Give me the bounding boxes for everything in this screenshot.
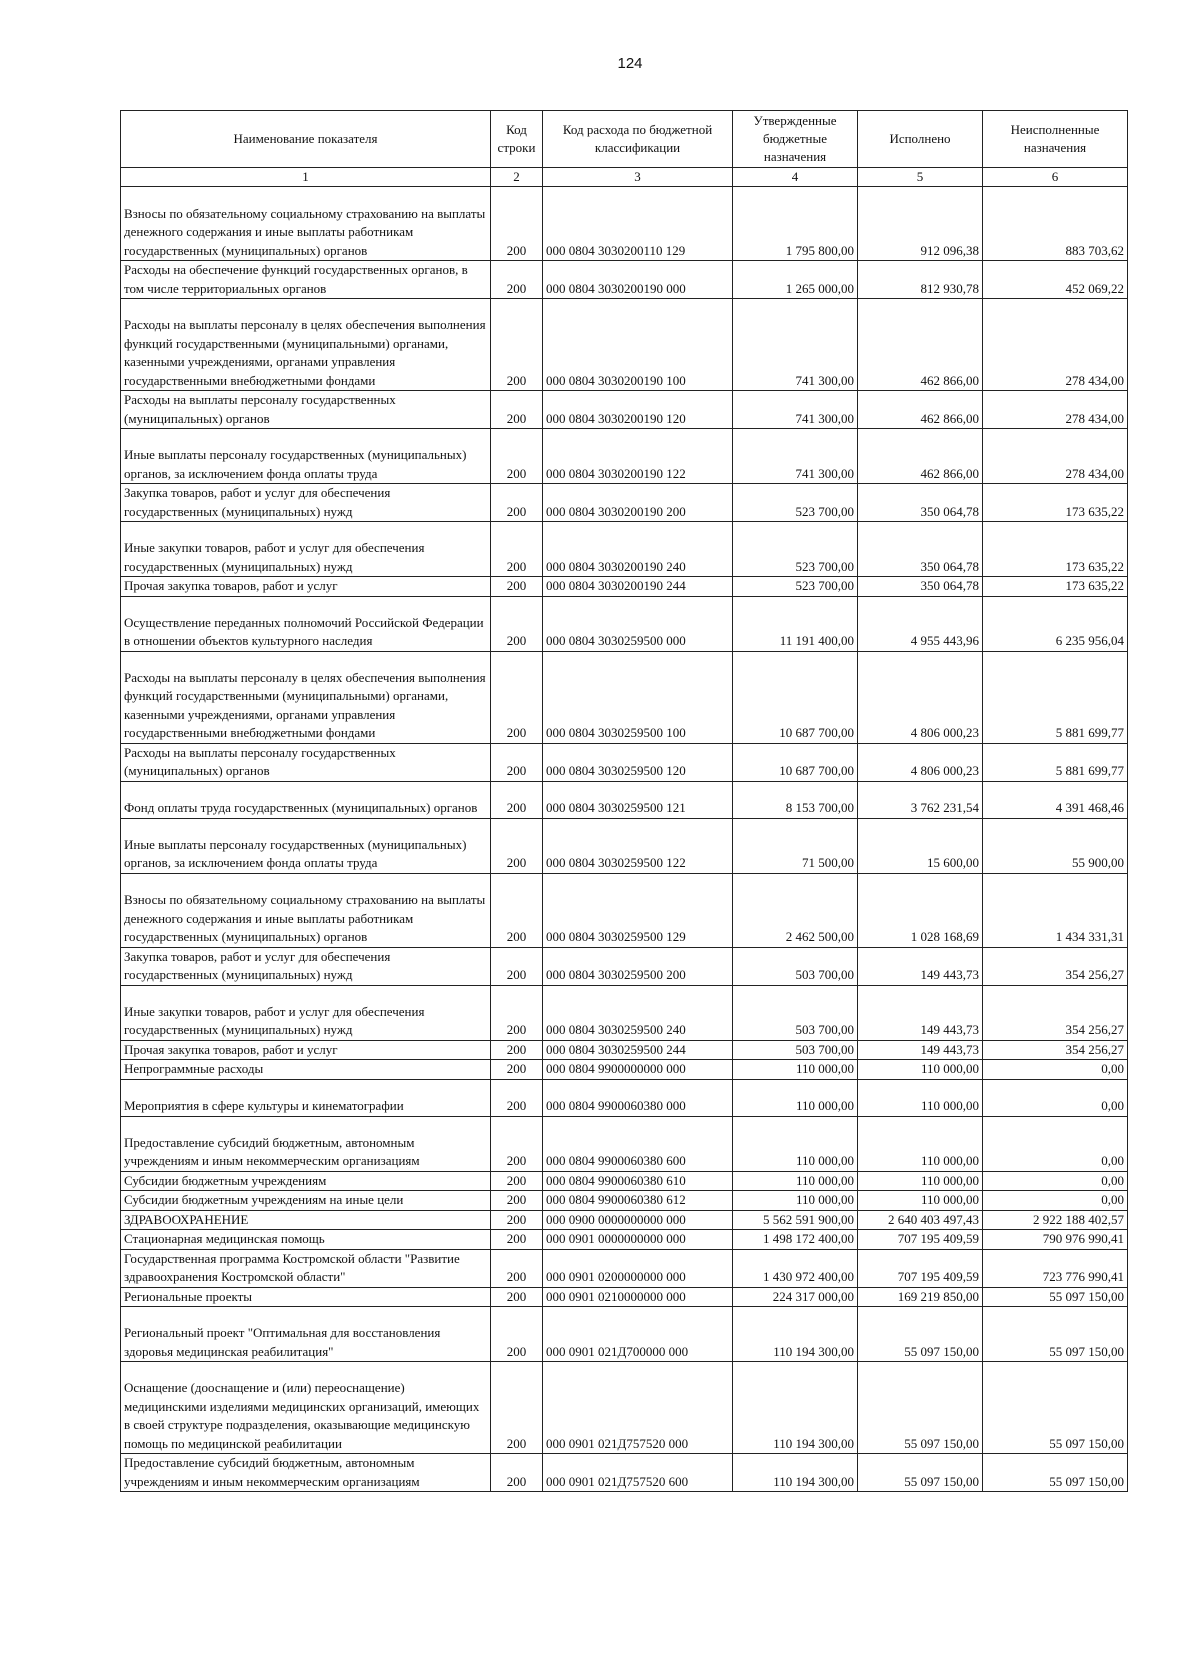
table-row xyxy=(121,1362,1128,1454)
column-number: 3 xyxy=(543,168,733,187)
row-class-code-cell: 000 0901 021Д757520 000 xyxy=(543,1362,733,1454)
row-class-code-cell: 000 0804 3030259500 122 xyxy=(543,818,733,873)
row-executed-cell: 3 762 231,54 xyxy=(858,781,983,818)
row-approved-cell: 1 795 800,00 xyxy=(733,187,858,261)
row-code-cell: 200 xyxy=(491,818,543,873)
row-executed-cell: 110 000,00 xyxy=(858,1116,983,1171)
row-executed-cell: 149 443,73 xyxy=(858,947,983,985)
row-executed-cell: 4 806 000,23 xyxy=(858,651,983,743)
row-unexecuted-cell: 354 256,27 xyxy=(983,947,1128,985)
row-class-code-cell: 000 0804 3030200190 120 xyxy=(543,391,733,429)
table-row xyxy=(121,1116,1128,1171)
row-unexecuted-cell: 278 434,00 xyxy=(983,429,1128,484)
row-name-cell: Субсидии бюджетным учреждениям на иные цели xyxy=(121,1191,491,1211)
table-row xyxy=(121,651,1128,743)
row-approved-cell: 8 153 700,00 xyxy=(733,781,858,818)
row-approved-cell: 110 194 300,00 xyxy=(733,1454,858,1492)
row-unexecuted-cell: 55 097 150,00 xyxy=(983,1307,1128,1362)
row-class-code-cell: 000 0804 3030200190 240 xyxy=(543,522,733,577)
header-class-code: Код расхода по бюджетной классификации xyxy=(543,111,733,168)
row-code-cell: 200 xyxy=(491,1287,543,1307)
row-unexecuted-cell: 173 635,22 xyxy=(983,484,1128,522)
row-code-cell: 200 xyxy=(491,985,543,1040)
row-code-cell: 200 xyxy=(491,1116,543,1171)
row-code-cell: 200 xyxy=(491,1079,543,1116)
row-code-cell: 200 xyxy=(491,1191,543,1211)
table-row xyxy=(121,522,1128,577)
row-approved-cell: 110 000,00 xyxy=(733,1191,858,1211)
row-executed-cell: 462 866,00 xyxy=(858,299,983,391)
row-approved-cell: 110 194 300,00 xyxy=(733,1307,858,1362)
row-code-cell: 200 xyxy=(491,429,543,484)
row-name-cell: Взносы по обязательному социальному страхованию на выплаты денежного содержания и иные выплаты работникам государственных (муниципальных) органов xyxy=(121,187,491,261)
row-unexecuted-cell: 2 922 188 402,57 xyxy=(983,1210,1128,1230)
row-code-cell: 200 xyxy=(491,522,543,577)
row-code-cell: 200 xyxy=(491,391,543,429)
row-unexecuted-cell: 0,00 xyxy=(983,1079,1128,1116)
row-code-cell: 200 xyxy=(491,1307,543,1362)
row-code-cell: 200 xyxy=(491,261,543,299)
table-row xyxy=(121,596,1128,651)
table-row xyxy=(121,484,1128,522)
row-code-cell: 200 xyxy=(491,1171,543,1191)
row-executed-cell: 4 806 000,23 xyxy=(858,743,983,781)
row-name-cell: Мероприятия в сфере культуры и кинематографии xyxy=(121,1079,491,1116)
row-executed-cell: 707 195 409,59 xyxy=(858,1230,983,1250)
row-class-code-cell: 000 0804 9900060380 600 xyxy=(543,1116,733,1171)
row-approved-cell: 1 265 000,00 xyxy=(733,261,858,299)
row-name-cell: Фонд оплаты труда государственных (муниципальных) органов xyxy=(121,781,491,818)
row-approved-cell: 10 687 700,00 xyxy=(733,651,858,743)
table-row xyxy=(121,1230,1128,1250)
row-executed-cell: 350 064,78 xyxy=(858,577,983,597)
row-class-code-cell: 000 0804 3030200190 000 xyxy=(543,261,733,299)
header-name: Наименование показателя xyxy=(121,111,491,168)
row-class-code-cell: 000 0804 3030259500 200 xyxy=(543,947,733,985)
row-unexecuted-cell: 55 097 150,00 xyxy=(983,1454,1128,1492)
row-class-code-cell: 000 0804 3030259500 000 xyxy=(543,596,733,651)
row-class-code-cell: 000 0804 3030259500 244 xyxy=(543,1040,733,1060)
row-unexecuted-cell: 55 900,00 xyxy=(983,818,1128,873)
table-row xyxy=(121,743,1128,781)
row-unexecuted-cell: 173 635,22 xyxy=(983,522,1128,577)
row-name-cell: Расходы на обеспечение функций государственных органов, в том числе территориальных органов xyxy=(121,261,491,299)
row-unexecuted-cell: 4 391 468,46 xyxy=(983,781,1128,818)
row-unexecuted-cell: 278 434,00 xyxy=(983,299,1128,391)
table-row xyxy=(121,873,1128,947)
column-number: 1 xyxy=(121,168,491,187)
table-row xyxy=(121,1040,1128,1060)
table-row xyxy=(121,577,1128,597)
column-numbers-row xyxy=(121,168,1128,187)
budget-execution-table xyxy=(120,110,1128,1492)
row-code-cell: 200 xyxy=(491,596,543,651)
table-row xyxy=(121,947,1128,985)
row-executed-cell: 110 000,00 xyxy=(858,1171,983,1191)
table-row xyxy=(121,299,1128,391)
table-row xyxy=(121,818,1128,873)
row-approved-cell: 523 700,00 xyxy=(733,577,858,597)
row-code-cell: 200 xyxy=(491,1060,543,1080)
row-approved-cell: 110 000,00 xyxy=(733,1171,858,1191)
table-row xyxy=(121,1079,1128,1116)
row-approved-cell: 110 000,00 xyxy=(733,1116,858,1171)
row-code-cell: 200 xyxy=(491,1210,543,1230)
row-approved-cell: 224 317 000,00 xyxy=(733,1287,858,1307)
table-row xyxy=(121,187,1128,261)
row-class-code-cell: 000 0804 9900000000 000 xyxy=(543,1060,733,1080)
row-class-code-cell: 000 0804 3030200190 200 xyxy=(543,484,733,522)
row-approved-cell: 10 687 700,00 xyxy=(733,743,858,781)
row-executed-cell: 55 097 150,00 xyxy=(858,1307,983,1362)
row-executed-cell: 462 866,00 xyxy=(858,429,983,484)
row-name-cell: Расходы на выплаты персоналу в целях обеспечения выполнения функций государственными (муниципальными) органами, казенными учреждениями, органами управления государственными внебюджетными фондами xyxy=(121,299,491,391)
row-approved-cell: 11 191 400,00 xyxy=(733,596,858,651)
row-class-code-cell: 000 0901 0200000000 000 xyxy=(543,1249,733,1287)
row-class-code-cell: 000 0804 9900060380 612 xyxy=(543,1191,733,1211)
row-executed-cell: 110 000,00 xyxy=(858,1079,983,1116)
row-approved-cell: 5 562 591 900,00 xyxy=(733,1210,858,1230)
row-executed-cell: 912 096,38 xyxy=(858,187,983,261)
row-executed-cell: 55 097 150,00 xyxy=(858,1362,983,1454)
table-row xyxy=(121,1191,1128,1211)
row-name-cell: Иные закупки товаров, работ и услуг для обеспечения государственных (муниципальных) нужд xyxy=(121,985,491,1040)
row-name-cell: Оснащение (дооснащение и (или) переоснащение) медицинскими изделиями медицинских организаций, имеющих в своей структуре подразделения, оказывающие медицинскую помощь по медицинской реабилитации xyxy=(121,1362,491,1454)
row-approved-cell: 2 462 500,00 xyxy=(733,873,858,947)
row-class-code-cell: 000 0804 3030259500 240 xyxy=(543,985,733,1040)
row-class-code-cell: 000 0901 0210000000 000 xyxy=(543,1287,733,1307)
row-name-cell: Закупка товаров, работ и услуг для обеспечения государственных (муниципальных) нужд xyxy=(121,484,491,522)
row-code-cell: 200 xyxy=(491,781,543,818)
row-executed-cell: 110 000,00 xyxy=(858,1191,983,1211)
header-unexecuted: Неисполненные назначения xyxy=(983,111,1128,168)
row-approved-cell: 1 498 172 400,00 xyxy=(733,1230,858,1250)
table-row xyxy=(121,1210,1128,1230)
row-class-code-cell: 000 0804 9900060380 000 xyxy=(543,1079,733,1116)
row-executed-cell: 15 600,00 xyxy=(858,818,983,873)
column-number: 2 xyxy=(491,168,543,187)
row-name-cell: Иные выплаты персоналу государственных (муниципальных) органов, за исключением фонда оплаты труда xyxy=(121,818,491,873)
row-executed-cell: 2 640 403 497,43 xyxy=(858,1210,983,1230)
row-unexecuted-cell: 173 635,22 xyxy=(983,577,1128,597)
row-approved-cell: 110 194 300,00 xyxy=(733,1362,858,1454)
row-executed-cell: 4 955 443,96 xyxy=(858,596,983,651)
row-name-cell: Прочая закупка товаров, работ и услуг xyxy=(121,1040,491,1060)
table-row xyxy=(121,1287,1128,1307)
row-code-cell: 200 xyxy=(491,187,543,261)
row-name-cell: Прочая закупка товаров, работ и услуг xyxy=(121,577,491,597)
table-row xyxy=(121,985,1128,1040)
row-unexecuted-cell: 5 881 699,77 xyxy=(983,743,1128,781)
row-class-code-cell: 000 0901 0000000000 000 xyxy=(543,1230,733,1250)
header-approved: Утвержденные бюджетные назначения xyxy=(733,111,858,168)
row-name-cell: Иные закупки товаров, работ и услуг для обеспечения государственных (муниципальных) нужд xyxy=(121,522,491,577)
row-approved-cell: 71 500,00 xyxy=(733,818,858,873)
row-executed-cell: 462 866,00 xyxy=(858,391,983,429)
row-executed-cell: 110 000,00 xyxy=(858,1060,983,1080)
row-code-cell: 200 xyxy=(491,577,543,597)
row-code-cell: 200 xyxy=(491,1362,543,1454)
row-unexecuted-cell: 5 881 699,77 xyxy=(983,651,1128,743)
table-row xyxy=(121,429,1128,484)
table-row xyxy=(121,781,1128,818)
row-unexecuted-cell: 6 235 956,04 xyxy=(983,596,1128,651)
row-name-cell: Иные выплаты персоналу государственных (муниципальных) органов, за исключением фонда оплаты труда xyxy=(121,429,491,484)
row-unexecuted-cell: 278 434,00 xyxy=(983,391,1128,429)
row-class-code-cell: 000 0804 3030259500 121 xyxy=(543,781,733,818)
row-approved-cell: 503 700,00 xyxy=(733,947,858,985)
row-approved-cell: 523 700,00 xyxy=(733,484,858,522)
row-class-code-cell: 000 0804 9900060380 610 xyxy=(543,1171,733,1191)
row-name-cell: Предоставление субсидий бюджетным, автономным учреждениям и иным некоммерческим организациям xyxy=(121,1116,491,1171)
row-approved-cell: 503 700,00 xyxy=(733,1040,858,1060)
row-approved-cell: 741 300,00 xyxy=(733,429,858,484)
row-name-cell: Региональные проекты xyxy=(121,1287,491,1307)
row-code-cell: 200 xyxy=(491,1249,543,1287)
row-unexecuted-cell: 354 256,27 xyxy=(983,985,1128,1040)
row-executed-cell: 350 064,78 xyxy=(858,522,983,577)
row-class-code-cell: 000 0804 3030200190 122 xyxy=(543,429,733,484)
row-code-cell: 200 xyxy=(491,1454,543,1492)
table-row xyxy=(121,1171,1128,1191)
row-executed-cell: 812 930,78 xyxy=(858,261,983,299)
row-name-cell: Расходы на выплаты персоналу государственных (муниципальных) органов xyxy=(121,391,491,429)
table-body xyxy=(121,187,1128,1492)
column-number: 5 xyxy=(858,168,983,187)
header-executed: Исполнено xyxy=(858,111,983,168)
row-code-cell: 200 xyxy=(491,873,543,947)
table-row xyxy=(121,391,1128,429)
column-number: 6 xyxy=(983,168,1128,187)
row-name-cell: Региональный проект "Оптимальная для восстановления здоровья медицинская реабилитация" xyxy=(121,1307,491,1362)
page-number: 124 xyxy=(617,55,643,72)
table-row xyxy=(121,1249,1128,1287)
row-name-cell: Взносы по обязательному социальному страхованию на выплаты денежного содержания и иные выплаты работникам государственных (муниципальных) органов xyxy=(121,873,491,947)
row-name-cell: Непрограммные расходы xyxy=(121,1060,491,1080)
row-unexecuted-cell: 1 434 331,31 xyxy=(983,873,1128,947)
row-executed-cell: 55 097 150,00 xyxy=(858,1454,983,1492)
row-approved-cell: 110 000,00 xyxy=(733,1079,858,1116)
row-class-code-cell: 000 0901 021Д757520 600 xyxy=(543,1454,733,1492)
row-code-cell: 200 xyxy=(491,651,543,743)
row-name-cell: Осуществление переданных полномочий Российской Федерации в отношении объектов культурного наследия xyxy=(121,596,491,651)
row-name-cell: Закупка товаров, работ и услуг для обеспечения государственных (муниципальных) нужд xyxy=(121,947,491,985)
row-class-code-cell: 000 0804 3030259500 120 xyxy=(543,743,733,781)
row-unexecuted-cell: 354 256,27 xyxy=(983,1040,1128,1060)
row-approved-cell: 523 700,00 xyxy=(733,522,858,577)
row-code-cell: 200 xyxy=(491,1230,543,1250)
row-name-cell: Государственная программа Костромской области "Развитие здравоохранения Костромской области" xyxy=(121,1249,491,1287)
table-row xyxy=(121,1454,1128,1492)
row-unexecuted-cell: 55 097 150,00 xyxy=(983,1287,1128,1307)
row-executed-cell: 1 028 168,69 xyxy=(858,873,983,947)
row-approved-cell: 741 300,00 xyxy=(733,391,858,429)
row-unexecuted-cell: 452 069,22 xyxy=(983,261,1128,299)
row-unexecuted-cell: 723 776 990,41 xyxy=(983,1249,1128,1287)
row-executed-cell: 707 195 409,59 xyxy=(858,1249,983,1287)
row-executed-cell: 149 443,73 xyxy=(858,1040,983,1060)
row-name-cell: Предоставление субсидий бюджетным, автономным учреждениям и иным некоммерческим организациям xyxy=(121,1454,491,1492)
row-name-cell: Расходы на выплаты персоналу в целях обеспечения выполнения функций государственными (муниципальными) органами, казенными учреждениями, органами управления государственными внебюджетными фондами xyxy=(121,651,491,743)
row-approved-cell: 741 300,00 xyxy=(733,299,858,391)
row-approved-cell: 503 700,00 xyxy=(733,985,858,1040)
row-class-code-cell: 000 0804 3030200190 244 xyxy=(543,577,733,597)
row-code-cell: 200 xyxy=(491,484,543,522)
row-unexecuted-cell: 55 097 150,00 xyxy=(983,1362,1128,1454)
row-code-cell: 200 xyxy=(491,947,543,985)
row-unexecuted-cell: 790 976 990,41 xyxy=(983,1230,1128,1250)
row-name-cell: Расходы на выплаты персоналу государственных (муниципальных) органов xyxy=(121,743,491,781)
row-unexecuted-cell: 0,00 xyxy=(983,1171,1128,1191)
row-code-cell: 200 xyxy=(491,1040,543,1060)
header-code: Код строки xyxy=(491,111,543,168)
column-number: 4 xyxy=(733,168,858,187)
table-row xyxy=(121,1060,1128,1080)
table-row xyxy=(121,1307,1128,1362)
row-name-cell: ЗДРАВООХРАНЕНИЕ xyxy=(121,1210,491,1230)
row-unexecuted-cell: 883 703,62 xyxy=(983,187,1128,261)
row-class-code-cell: 000 0901 021Д700000 000 xyxy=(543,1307,733,1362)
table-row xyxy=(121,261,1128,299)
row-code-cell: 200 xyxy=(491,743,543,781)
row-class-code-cell: 000 0900 0000000000 000 xyxy=(543,1210,733,1230)
row-code-cell: 200 xyxy=(491,299,543,391)
row-class-code-cell: 000 0804 3030200190 100 xyxy=(543,299,733,391)
row-executed-cell: 149 443,73 xyxy=(858,985,983,1040)
row-approved-cell: 1 430 972 400,00 xyxy=(733,1249,858,1287)
row-unexecuted-cell: 0,00 xyxy=(983,1191,1128,1211)
row-class-code-cell: 000 0804 3030259500 129 xyxy=(543,873,733,947)
row-name-cell: Стационарная медицинская помощь xyxy=(121,1230,491,1250)
row-class-code-cell: 000 0804 3030259500 100 xyxy=(543,651,733,743)
row-unexecuted-cell: 0,00 xyxy=(983,1060,1128,1080)
row-executed-cell: 169 219 850,00 xyxy=(858,1287,983,1307)
row-approved-cell: 110 000,00 xyxy=(733,1060,858,1080)
row-class-code-cell: 000 0804 3030200110 129 xyxy=(543,187,733,261)
table-header-row xyxy=(121,111,1128,168)
row-executed-cell: 350 064,78 xyxy=(858,484,983,522)
row-unexecuted-cell: 0,00 xyxy=(983,1116,1128,1171)
row-name-cell: Субсидии бюджетным учреждениям xyxy=(121,1171,491,1191)
